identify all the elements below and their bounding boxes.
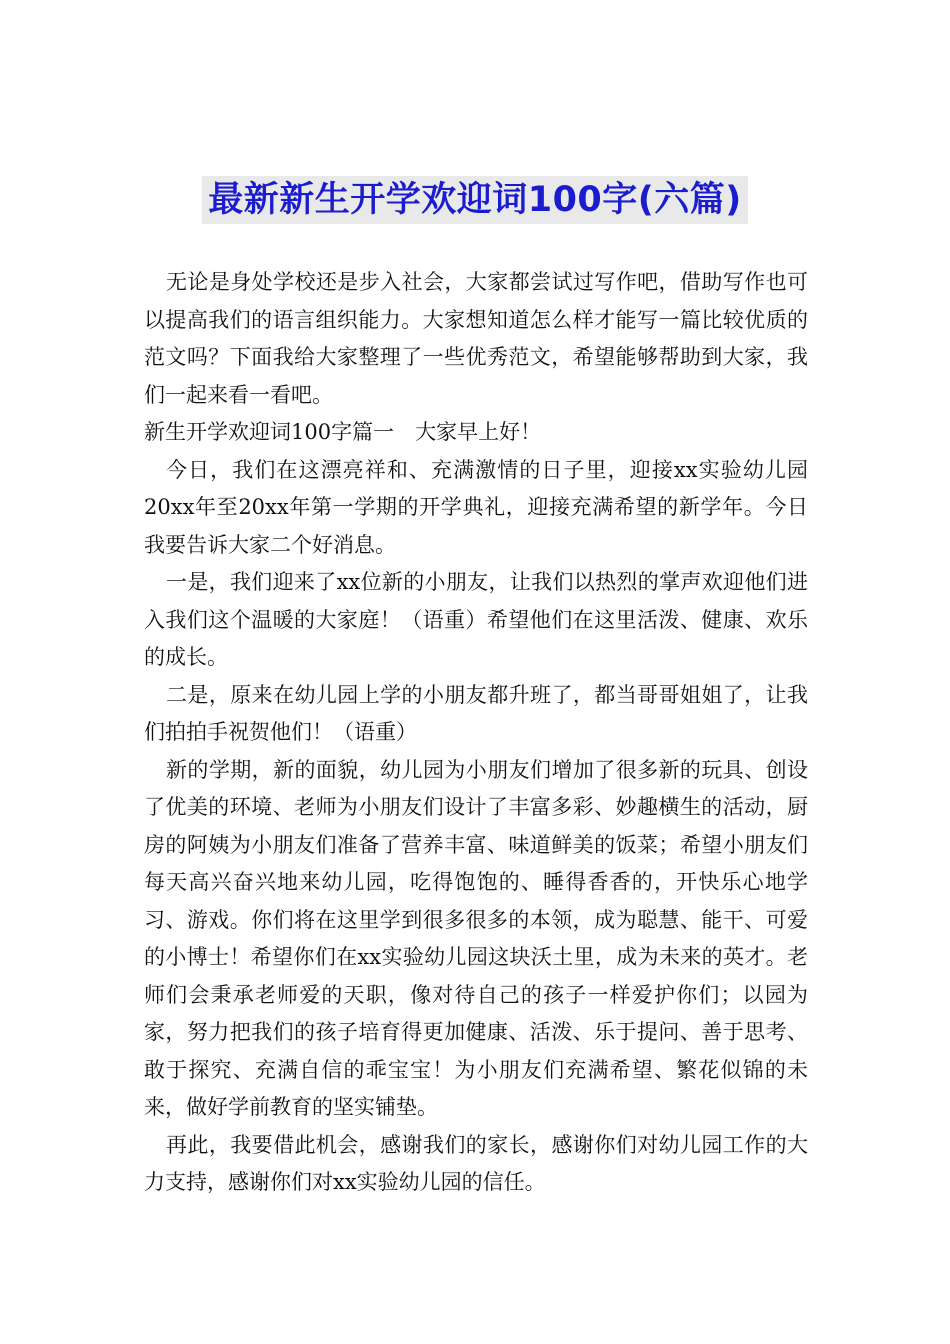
body-paragraph: 二是，原来在幼儿园上学的小朋友都升班了，都当哥哥姐姐了，让我们拍拍手祝贺他们！（语重） <box>144 682 808 744</box>
section-heading-paragraph: 新生开学欢迎词100字篇一 大家早上好！ <box>144 420 542 444</box>
body-paragraph: 新的学期，新的面貌，幼儿园为小朋友们增加了很多新的玩具、创设了优美的环境、老师为小朋友们设计了丰富多彩、妙趣横生的活动，厨房的阿姨为小朋友们准备了营养丰富、味道鲜美的饭菜；希望小朋友们每天高兴奋兴地来幼儿园，吃得饱饱的、睡得香香的，开快乐心地学习、游戏。你们将在这里学到很多很多的本领，成为聪慧、能干、可爱的小博士！希望你们在xx实验幼儿园这块沃土里，成为未来的英才。老师们会秉承老师爱的天职，像对待自己的孩子一样爱护你们；以园为家，努力把我们的孩子培育得更加健康、活泼、乐于提问、善于思考、敢于探究、充满自信的乖宝宝！为小朋友们充满希望、繁花似锦的未来，做好学前教育的坚实铺垫。 <box>144 757 808 1119</box>
body-paragraph: 今日，我们在这漂亮祥和、充满激情的日子里，迎接xx实验幼儿园20xx年至20xx年第一学期的开学典礼，迎接充满希望的新学年。今日我要告诉大家二个好消息。 <box>144 457 808 557</box>
document-title: 最新新生开学欢迎词100字(六篇) <box>202 176 748 224</box>
title-container <box>0 176 950 224</box>
body-paragraph: 再此，我要借此机会，感谢我们的家长，感谢你们对幼儿园工作的大力支持，感谢你们对xx实验幼儿园的信任。 <box>144 1132 808 1194</box>
body-paragraph: 一是，我们迎来了xx位新的小朋友，让我们以热烈的掌声欢迎他们进入我们这个温暖的大家庭！（语重）希望他们在这里活泼、健康、欢乐的成长。 <box>144 570 808 669</box>
document-body <box>144 264 808 1202</box>
intro-paragraph: 无论是身处学校还是步入社会，大家都尝试过写作吧，借助写作也可以提高我们的语言组织能力。大家想知道怎么样才能写一篇比较优质的范文吗？下面我给大家整理了一些优秀范文，希望能够帮助到大家，我们一起来看一看吧。 <box>144 270 808 407</box>
